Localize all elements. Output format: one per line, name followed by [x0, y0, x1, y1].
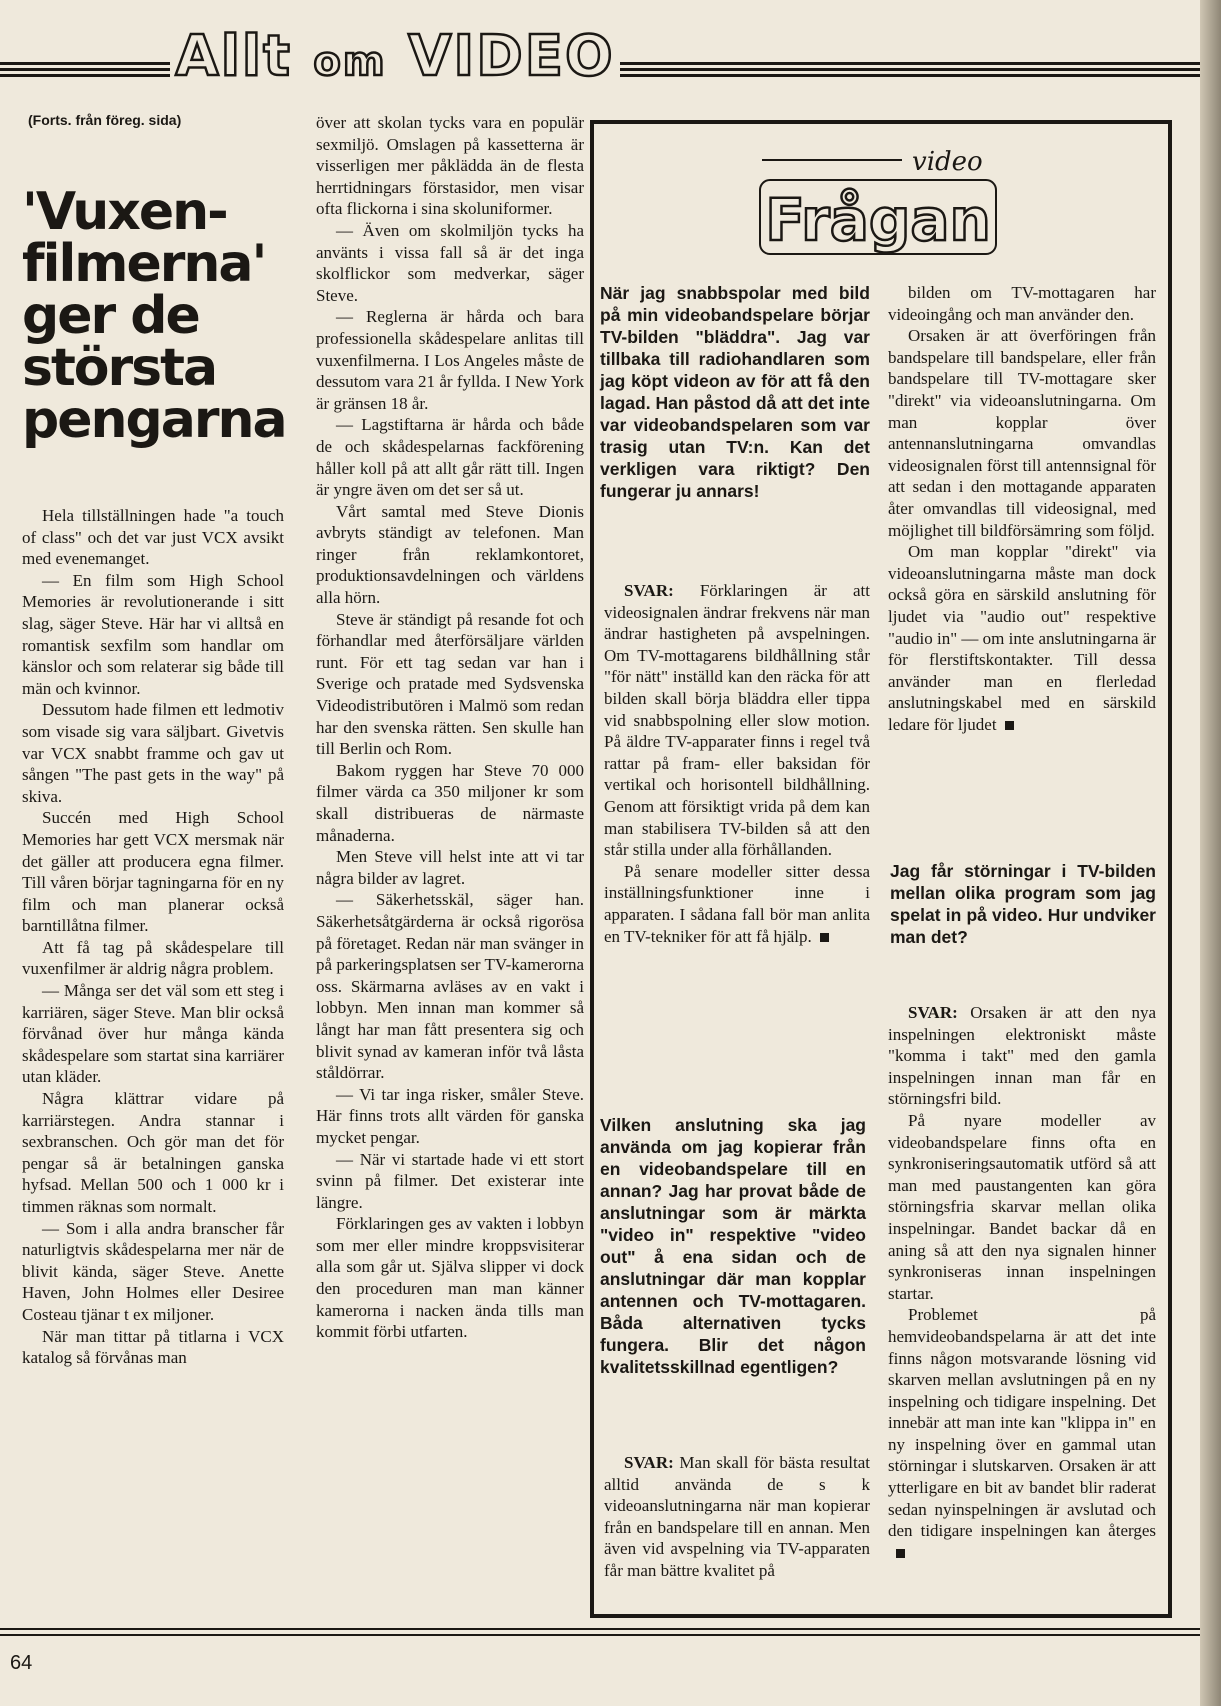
bottom-rule [0, 1628, 1221, 1630]
answer-text: bilden om TV-mottagaren har videoingång och man använder den. [888, 283, 1156, 324]
logo-text [175, 24, 614, 89]
end-mark-icon [1005, 721, 1014, 730]
paragraph: — Även om skolmiljön tycks ha använts i vissa fall så är det inga skolflickor som medverkar, säger Steve. [316, 220, 584, 305]
answer-3 [888, 1002, 1156, 1563]
logo-video: VIDEO [408, 23, 615, 89]
paragraph: — Reglerna är hårda och bara professionella skådespelare anlitas till vuxenfilmerna. I Los Angeles måste de dessutom vara 21 år fyllda. I New York är gränsen 18 år. [316, 307, 584, 413]
headline-line: ger de [22, 286, 199, 346]
end-mark-icon [820, 933, 829, 942]
paragraph: Hela tillställningen hade "a touch of class" och det var just VCX avsikt med evenemanget. [22, 506, 284, 569]
paragraph: — Som i alla andra branscher får naturligtvis skådespelarna mer när de blivit kända, säger Steve. Anette Haven, John Holmes eller Desiree Costeau tjänar t ex miljoner. [22, 1218, 284, 1324]
paragraph: Vårt samtal med Steve Dionis avbryts ständigt av telefonen. Man ringer från reklamkontoret, produktionsavdelningen och världens alla hörn. [316, 501, 584, 608]
logo-video-small: video [912, 147, 983, 177]
paragraph: Dessutom hade filmen ett ledmotiv som visade sig vara säljbart. Givetvis var VCX snabbt framme och gav ut sången "The past gets in the way" på skiva. [22, 700, 284, 806]
headline-line: filmerna' [22, 234, 266, 294]
answer-text: Man skall för bästa resultat alltid använda de s k videoanslutningarna när man kopierar från en bandspelare till en annan. Men även vid avspelning via TV-apparaten får man bättre kvalitet på [604, 1453, 871, 1580]
logo-om: om [313, 38, 387, 85]
paragraph: — En film som High School Memories är revolutionerande i sitt slag, säger Steve. Här har vi alltså en romantisk sexfilm som handlar om känslor och som relaterar sig både till män och kvinnor. [22, 570, 284, 698]
paragraph: Steve är ständigt på resande fot och förhandlar med återförsäljare världen runt. För ett tag sedan var han i Sverige och pratade med Sydsvenska Videodistributören i Malmö som redan har den svenska rätten. Sen skulle han till Berlin och Rom. [316, 609, 584, 759]
answer-text: Orsaken är att överföringen från bandspelare till bandspelare, eller från bandspelare till TV-mottagare sker "direkt" via videoanslutningarna. Om man kopplar över antennanslutningarna omvandlas videosignalen först till antennsignal för att sedan i den mottagande apparaten åter omvandlas till videosignal, med möjlighet till bildförsämring som följd. [888, 326, 1156, 540]
page-number: 64 [10, 1652, 33, 1674]
paragraph: Att få tag på skådespelare till vuxenfilmer är aldrig några problem. [22, 937, 284, 979]
question-3: Jag får störningar i TV-bilden mellan olika program som jag spelat in på video. Hur undviker man det? [890, 861, 1156, 947]
answer-text: Förklaringen är att videosignalen ändrar frekvens när man ändrar hastigheten på avspelningen. Om TV-mottagarens bildhållning står "för nätt" inställd kan den räcka för att bilden skall börja bläddra eller tippa vid snabbspolning eller slow motion. På äldre TV-apparater finns i regel två rattar på fram- eller baksidan för vertikal och horisontell bildhållning. Genom att försiktigt vrida på dem kan man stabilisera TV-bilden så att den står stilla under alla förhållanden. [604, 581, 871, 860]
headline-line: pengarna [22, 390, 286, 450]
paragraph: — Många ser det väl som ett steg i karriären, säger Steve. Man blir också förvånad över hur många kända skådespelare som startat sina karriärer utan kläder. [22, 981, 284, 1087]
article-column-1 [22, 505, 284, 1369]
logo-allt: Allt [175, 23, 292, 89]
paragraph: Förklaringen ges av vakten i lobbyn som mer eller mindre kroppsvisiterar alla som går ut. Själva slipper vi dock den proceduren man man känner kamerorna i nacken ända tills man kommit förbi utfarten. [316, 1214, 584, 1342]
svar-label: SVAR: [624, 1453, 674, 1472]
page-spine-shadow [1200, 0, 1221, 1706]
answer-text: Orsaken är att den nya inspelningen elektroniskt måste "komma i takt" med den gamla inspelningen innan man får en störningsfri bild. [888, 1003, 1157, 1109]
headline-line: 'Vuxen- [22, 182, 227, 242]
answer-2-continued [888, 282, 1156, 735]
paragraph: — Säkerhetsskäl, säger han. Säkerhetsåtgärderna är också rigorösa på företaget. Redan när man svänger in på parkeringsplatsen ser TV-kamerorna oss. Skärmarna avläses av en vakt i lobbyn. Men innan man kommer så långt har man fått presentera sig och blivit synad av kameran inför två låsta ståldörrar. [316, 890, 584, 1083]
continued-note: (Forts. från föreg. sida) [28, 112, 182, 128]
answer-1 [604, 580, 870, 947]
paragraph: Succén med High School Memories har gett VCX mersmak när det gäller att producera egna filmer. Till våren börjar tagningarna för en ny film och man planerar också barntillåtna filmer. [22, 808, 284, 936]
article-column-2 [316, 112, 584, 1343]
paragraph: När man tittar på titlarna i VCX katalog så förvånas man [22, 1326, 284, 1368]
video-fragan-logo [752, 140, 1002, 260]
svar-label: SVAR: [908, 1003, 958, 1022]
headline-line: största [22, 338, 217, 398]
paragraph: över att skolan tycks vara en populär sexmiljö. Omslagen på kassetterna är visserligen mer påklädda än de flesta herrtidningars förstasidor, men visar ofta flickorna i sina skoluniformer. [316, 113, 584, 219]
paragraph: — När vi startade hade vi ett stort svinn på filmer. Det existerar inte längre. [316, 1149, 584, 1212]
question-1: När jag snabbspolar med bild på min videobandspelare börjar TV-bilden "bläddra". Jag var tillbaka till radiohandlaren som jag köpt videon av för att få den lagad. Han påstod då att det inte var videobandspelaren som var trasig utan TV:n. Kan det verkligen vara riktigt? Den fungerar ju annars! [600, 283, 870, 501]
answer-text: Om man kopplar "direkt" via videoanslutningarna måste man dock också göra en särskild anslutning för ljudet via "audio out" respektive "audio in" — om inte anslutningarna är för flerstiftskontakter. Till dessa använder man en flerledad anslutningskabel med en särskild ledare för ljudet [888, 542, 1156, 734]
allt-om-video-logo [170, 18, 620, 94]
end-mark-icon [896, 1549, 905, 1558]
paragraph: Men Steve vill helst inte att vi tar några bilder av lagret. [316, 847, 584, 888]
answer-text: På senare modeller sitter dessa inställningsfunktioner inne i apparaten. I sådana fall bör man anlita en TV-tekniker för att få hjälp. [604, 861, 870, 946]
answer-2-start [604, 1452, 870, 1582]
question-2: Vilken anslutning ska jag använda om jag kopierar från en videobandspelare till en annan? Jag har provat både de anslutningar som är märkta "video in" respektive "video out" å ena sidan och de anslutningar där man kopplar antennen och TV-mottagaren. Båda alternativen tycks fungera. Blir det någon kvalitetsskillnad egentligen? [600, 1115, 866, 1377]
bottom-rule [0, 1634, 1221, 1636]
paragraph: Bakom ryggen har Steve 70 000 filmer värda ca 350 miljoner kr som skall distribueras de närmaste månaderna. [316, 760, 584, 845]
svar-label: SVAR: [624, 581, 674, 600]
answer-text: På nyare modeller av videobandspelare finns ofta en synkroniseringsautomatik utförd så att man med paustangenten kan göra störningsfria skarvar mellan olika inspelningar. Bandet backar då en aning så att den nya signalen hinner synkroniseras innan inspelningen startar. [888, 1110, 1156, 1303]
paragraph: — Vi tar inga risker, småler Steve. Här finns trots allt värden för ganska mycket pengar. [316, 1084, 584, 1147]
paragraph: — Lagstiftarna är hårda och både de och skådespelarnas fackförening håller koll på att allt går rätt till. Ingen är yngre även om det ser så ut. [316, 415, 584, 500]
logo-fragan-big: Frågan [765, 186, 991, 254]
article-headline [22, 182, 302, 450]
paragraph: Några klättrar vidare på karriärstegen. Andra stannar i sexbranschen. Och gör man det för pengar så är betalningen ganska hyfsad. Mellan 500 och 1 000 kr i timmen räknas som normalt. [22, 1089, 284, 1216]
answer-text: Problemet på hemvideobandspelarna är att det inte finns någon motsvarande lösning vid skarven mellan avslutningen på en ny inspelning och tidigare inspelning. Det innebär att man inte kan "klippa in" en ny inspelning över en gammal utan störningar i slutskarven. Orsaken är att ytterligare en bit av bandet blir raderat sedan nyinspelningen är avslutad och den tidigare inspelningen kan återges [888, 1305, 1156, 1541]
